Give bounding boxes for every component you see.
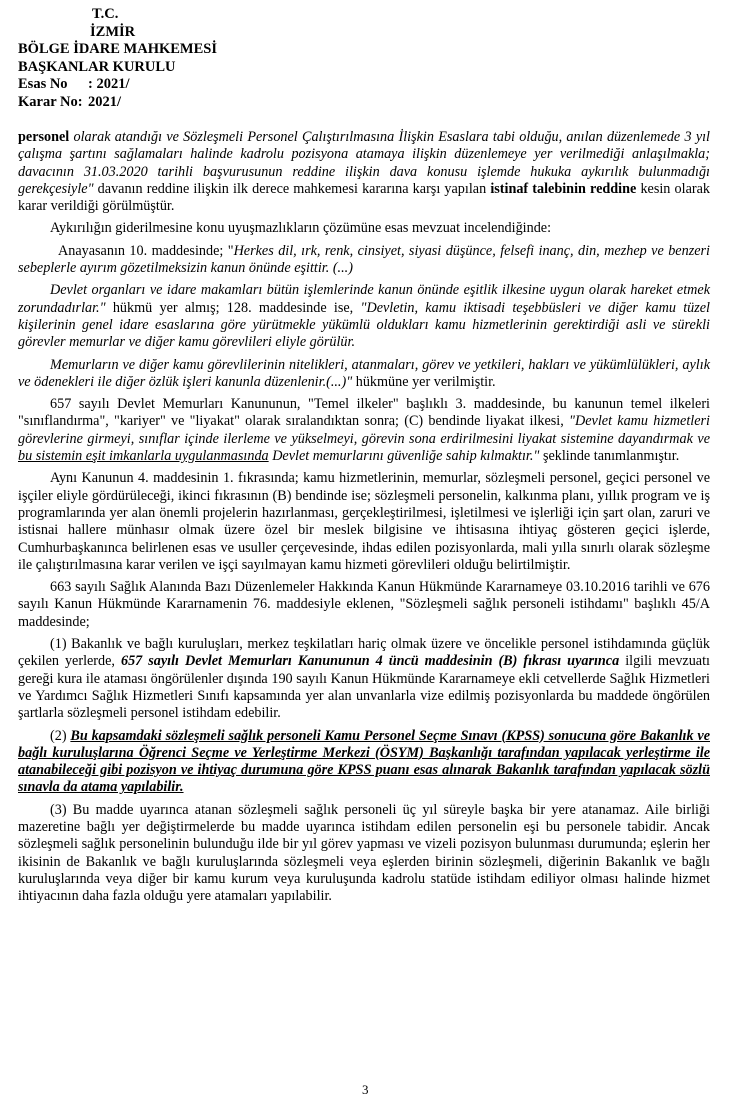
text-span: Devlet organları ve idare makamları bütün işlemlerinde kanun önünde eşitlik ilkesine uygun olarak hareket etmek zorundadırlar." <box>18 282 710 316</box>
text-span: ilgili mevzuatı gereği kura ile ataması öngörülenler dışında 190 sayılı Kanun Hükmünde Kararnameye ekli cetvellerde Sağlık Hizmetleri ve Yardımcı Sağlık Hizmetleri Sınıfı kapsamında yer alan unvanlarla vize edilmiş pozisyonlarda bu maddede öngörülen şartlarla sözleşmeli personel istihdam edebilir. <box>18 653 710 722</box>
paragraph-3 <box>18 243 710 278</box>
text-span: (2) <box>50 727 71 744</box>
text-span: hükmü yer almış; 128. maddesinde ise, <box>105 299 361 316</box>
header-board: BAŞKANLAR KURULU <box>18 58 176 75</box>
karar-label: Karar No: <box>18 93 83 110</box>
text-span: bu sistemin eşit imkanlarla uygulanmasında <box>18 448 269 465</box>
paragraph-5 <box>18 357 710 392</box>
esas-value: : 2021/ <box>88 76 130 92</box>
paragraph-9 <box>18 636 710 722</box>
text-span: davanın reddine ilişkin ilk derece mahkemesi kararına karşı yapılan <box>93 180 491 197</box>
document-body <box>18 129 710 905</box>
text-span: Bu kapsamdaki sözleşmeli sağlık personeli Kamu Personel Seçme Sınavı (KPSS) sonucuna göre Bakanlık ve bağlı kuruluşlarına Öğrenci Seçme ve Yerleştirme Merkezi (ÖSYM) Başkanlığı tarafından yapılacak yerleştirme ile atanabileceği gibi pozisyon ve ihtiyaç durumuna göre KPSS puanı esas alınarak Bakanlık tarafından yapılacak sözlü sınavla da atama yapılabilir. <box>18 727 710 796</box>
text-span: Anayasanın 10. maddesinde; " <box>58 242 234 259</box>
paragraph-11: (3) Bu madde uyarınca atanan sözleşmeli sağlık personeli üç yıl süreyle başka bir yere atanamaz. Aile birliği mazeretine bağlı yer değiştirmelerde bu madde uyarınca istihdam edilen personelin eşi bu personele tabidir. Ancak sözleşmeli sağlık personelinin bulunduğu ilde bir yıl görev yapması ve vizeli pozisyon bulunması durumunda; eşlerin her ikisinin de Bakanlık ve bağlı kuruluşlarında sözleşmeli veya eşlerden birinin sözleşmeli, diğerinin Bakanlık ve bağlı kuruluşlarında veya diğer bir kamu kurum veya kuruluşunda kadrolu statüde istihdam ediliyor olması halinde hizmet ihtiyacının daha fazla olduğu yere atamaları yapılabilir. <box>18 801 710 905</box>
document-page <box>18 6 710 910</box>
header-court: BÖLGE İDARE MAHKEMESİ <box>18 41 217 57</box>
header-esas <box>18 76 710 94</box>
text-span: 657 sayılı Devlet Memurları Kanununun, "Temel ilkeler" başlıklı 3. maddesinde, bu kanunun temel ilkeleri "sınıflandırma", "kariyer" ve "liyakat" olarak sıralandıktan sonra; (C) bendinde liyakat ilkesi, <box>18 396 710 430</box>
text-span: Herkes dil, ırk, renk, cinsiyet, siyasi düşünce, felsefi inanç, din, mezhep ve benzeri sebeplerle ayırım gözetilmeksizin kanun önünde eşittir. (...) <box>18 242 710 277</box>
esas-label: Esas No <box>18 76 68 92</box>
text-span: kesin olarak karar verildiği görülmüştür. <box>18 180 710 215</box>
text-span: istinaf talebinin reddine <box>490 180 637 197</box>
text-span: "Devlet kamu hizmetleri görevlerine girmeyi, sınıflar içinde ilerleme ve yükselmeyi, görevin sona erdirilmesini liyakat sistemine dayandırmak ve <box>18 413 710 447</box>
paragraph-7: Aynı Kanunun 4. maddesinin 1. fıkrasında; kamu hizmetlerinin, memurlar, sözleşmeli personel, geçici personel ve işçiler eliyle gördürüleceği, ikinci fıkrasının (B) bendinde ise; sözleşmeli personelin, kalkınma planı, yıllık program ve iş programlarında yer alan önemli projelerin hazırlanması, gerçekleştirilmesi, işletilmesi ve işlerliği için şart olan, zaruri ve istisnai hallere münhasır olmak üzere özel bir meslek bilgisine ve ihtisasına ihtiyaç gösteren geçici işlerde, Cumhurbaşkanınca belirlenen esas ve usuller çerçevesinde, ihdas edilen pozisyonlarda, mali yılla sınırlı olarak sözleşme ile çalıştırılmasına karar verilen ve işçi sayılmayan kamu hizmeti görevlileri olduğu belirtilmiştir. <box>18 470 710 573</box>
header-karar <box>18 94 710 112</box>
karar-value: 2021/ <box>88 93 122 110</box>
header-country: T.C. <box>92 6 119 22</box>
text-span: (1) Bakanlık ve bağlı kuruluşları, merkez teşkilatları hariç olmak üzere ve öncelikle personel istihdamında güçlük çekilen yerlerde, <box>18 636 710 670</box>
text-span: Devlet memurlarını güvenliğe sahip kılmaktır." <box>268 448 540 465</box>
text-span: Memurların ve diğer kamu görevlilerinin nitelikleri, atanmaları, görev ve yetkileri, hakları ve yükümlülükleri, aylık ve ödenekleri ile diğer özlük işleri kanunla düzenlenir.(...)" <box>18 356 710 390</box>
header-city: İZMİR <box>90 23 136 40</box>
text-span: hükmüne yer verilmiştir. <box>352 373 496 390</box>
paragraph-2: Aykırılığın giderilmesine konu uyuşmazlıkların çözümüne esas mevzuat incelendiğinde: <box>50 220 552 237</box>
paragraph-8: 663 sayılı Sağlık Alanında Bazı Düzenlemeler Hakkında Kanun Hükmünde Kararnameye 03.10.2016 tarihli ve 676 sayılı Kanun Hükmünde Kararnamenin 76. maddesiyle eklenen, "Sözleşmeli sağlık personeli istihdamı" başlıklı 45/A maddesinde; <box>18 579 710 630</box>
paragraph-10 <box>18 728 710 797</box>
paragraph-4 <box>18 282 710 351</box>
text-span: 657 sayılı Devlet Memurları Kanununun 4 üncü maddesinin (B) fıkrası uyarınca <box>120 653 620 670</box>
paragraph-1 <box>18 129 710 215</box>
text-span: personel <box>18 129 70 145</box>
text-span: olarak atandığı ve Sözleşmeli Personel Çalıştırılmasına İlişkin Esaslara tabi olduğu, anılan düzenlemede 3 yıl çalışma şartını sağlamaları halinde kadrolu pozisyona atamaya ilişkin düzenlemeye yer verilmediği anlaşılmakla; davacının 31.03.2020 tarihli başvurusunun reddine ilişkin dava konusu işlemde hukuka aykırılık bulunmadığı gerekçesiyle" <box>18 129 710 197</box>
paragraph-6 <box>18 396 710 465</box>
text-span: şeklinde tanımlanmıştır. <box>539 448 680 465</box>
page-number: 3 <box>362 1082 369 1097</box>
text-span: "Devletin, kamu iktisadi teşebbüsleri ve diğer kamu tüzel kişilerinin genel idare esaslarına göre yürütmekle yükümlü oldukları kamu hizmetlerinin gerektirdiği asli ve sürekli görevler memurlar ve diğer kamu görevlileri eliyle görülür. <box>18 299 710 351</box>
